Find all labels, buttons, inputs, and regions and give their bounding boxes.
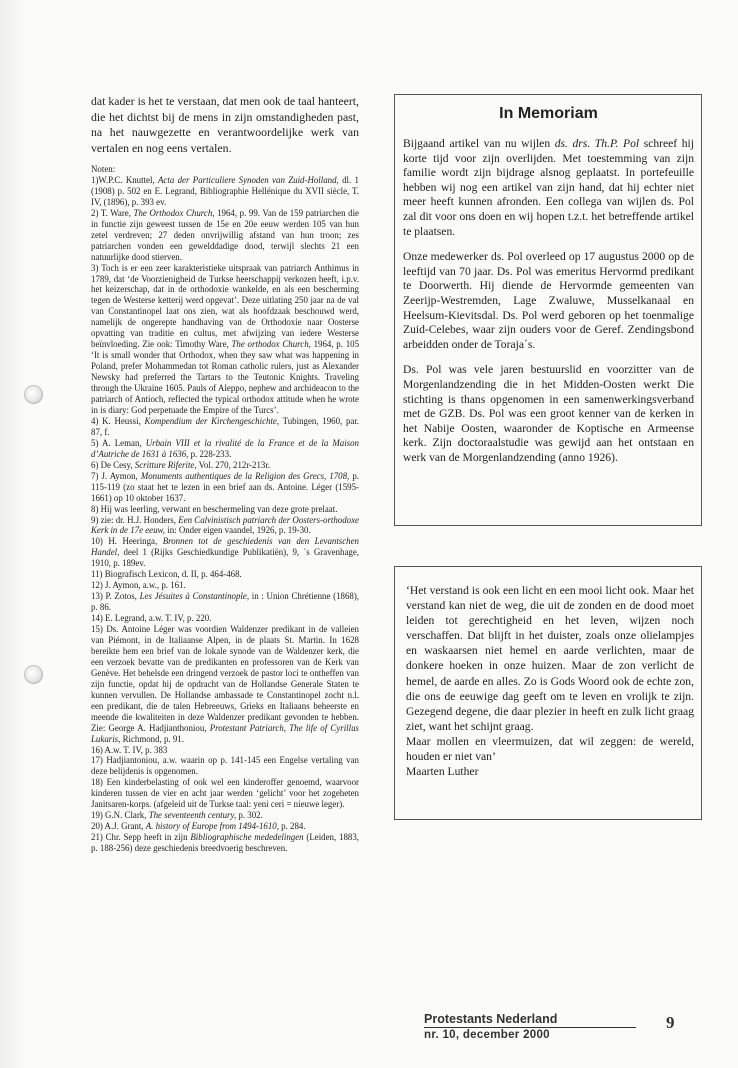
note-work-title: Protestant Patriarch, The life of Cyrillus Lukaris, xyxy=(91,722,359,744)
notes-label: Noten: xyxy=(91,164,116,174)
note-text: 13) P. Zotos, xyxy=(91,591,140,602)
quote-author: Maarten Luther xyxy=(406,765,479,779)
note-work-title: Acta der Particuliere Synoden van Zuid-Holland, xyxy=(158,174,339,185)
note-item xyxy=(91,460,359,471)
page-footer xyxy=(424,1012,714,1052)
note-work-title: A. history of Europe from 1494-1610, xyxy=(145,821,279,832)
memoriam-p1-intro: Bijgaand artikel van nu wijlen xyxy=(403,137,555,150)
note-item xyxy=(91,580,359,591)
note-item xyxy=(91,821,359,832)
note-text: in: Onder eigen vaandel, 1926, p. 19-30. xyxy=(165,525,311,536)
note-text: 19) G.N. Clark, xyxy=(91,810,149,821)
memoriam-p1-body: schreef hij korte tijd voor zijn overlijden. Met toestemming van zijn familie wordt zijn bijdrage alsnog geplaatst. In portefeuille hebben wij nog een artikel van zijn hand, dat hij echter niet meer heeft kunnen afronden. Een collega van wijlen ds. Pol zal dit voor ons doen en wij hopen t.z.t. het betreffende artikel te plaatsen. xyxy=(403,137,694,238)
note-work-title: The Orthodox Church, xyxy=(133,207,215,218)
memoriam-paragraph-1 xyxy=(403,137,694,239)
note-item xyxy=(91,624,359,744)
note-item xyxy=(91,745,359,756)
note-text: p. 302. xyxy=(236,810,263,821)
note-work-title: Urbain VIII et la rivalité de la France et de la Maison d’Autriche de 1631 à 1636, xyxy=(91,437,359,459)
note-text: 16) A.w. T. IV, p. 383 xyxy=(91,744,168,755)
note-text: 20) A.J. Grant, xyxy=(91,821,146,832)
note-work-title: Scritture Riferite, xyxy=(134,459,197,470)
note-item xyxy=(91,471,359,504)
note-work-title: Monuments authentiques de la Religion des Grecs, 1708, xyxy=(140,470,350,481)
page-left-edge xyxy=(0,0,26,1068)
note-text: 14) E. Legrand, a.w. T. IV, p. 220. xyxy=(91,613,212,624)
quote-closing: Maar mollen en vleermuizen, dat wil zeggen: de wereld, houden er niet van’ xyxy=(406,734,694,764)
note-text: 21) Chr. Sepp heeft in zijn xyxy=(91,832,191,843)
note-text: 1)W.P.C. Knuttel, xyxy=(91,174,158,185)
note-item xyxy=(91,175,359,208)
note-text: 15) Ds. Antoine Léger was voordien Waldenzer predikant in de valleien van Piémont, in de Italiaanse Alpen, in de plaats St. Martin. In 1628 bereikte hem een brief van de lokale synode van de Waldenzer kerk, die een verzoek bevatte van de predikanten en professoren van de Kerk van Genève. Het behelsde een dringend verzoek de pastor loci te ontheffen van zijn functie, opdat hij de opdracht van de Hollandse Generale Staten te kunnen vervullen. De Hollandse ambassade te Constantinopel zocht n.l. een predikant, die de talen Hebreeuws, Grieks en Italiaans beheerste en meende die kwaliteiten in deze Waldenzer predikant gevonden te hebben. Zie: George A. Hadjianthoniou, xyxy=(91,624,359,733)
note-work-title: Een Calvinistisch patriarch der Oosters-orthodoxe Kerk in de 17e eeuw, xyxy=(91,514,359,536)
note-text: 4) K. Heussi, xyxy=(91,415,145,426)
note-text: 9) zie: dr. H.J. Honders, xyxy=(91,514,179,525)
note-text: 6) De Cesy, xyxy=(91,459,135,470)
note-text: 2) T. Ware, xyxy=(91,207,134,218)
note-item xyxy=(91,569,359,580)
note-text: (Leiden, 1883, p. 188-256) deze geschiedenis breedvoerig beschreven. xyxy=(91,832,359,854)
punch-hole-bottom xyxy=(24,665,43,684)
note-item xyxy=(91,832,359,854)
note-text: 8) Hij was leerling, verwant en beschermeling van deze grote prelaat. xyxy=(91,503,338,514)
note-text: in : Union Chrétienne (1868), p. 86. xyxy=(91,591,359,613)
note-text: 12) J. Aymon, a.w., p. 161. xyxy=(91,580,186,591)
note-text: p. 228-233. xyxy=(188,448,232,459)
note-text: Vol. 270, 212r-213r. xyxy=(196,459,271,470)
memoriam-author-name: ds. drs. Th.P. Pol xyxy=(554,137,640,150)
note-item xyxy=(91,613,359,624)
note-item xyxy=(91,515,359,537)
punch-hole-top xyxy=(24,385,43,404)
note-item xyxy=(91,263,359,416)
note-text: 10) H. Heeringa, xyxy=(91,536,163,547)
note-item xyxy=(91,777,359,810)
note-text: 1964, p. 105 ‘It is small wonder that Orthodox, when they saw what was happening in Poland, prefer Mohammedan tot Roman catholic rulers, just as Alexander Newsky had preferred the Tartars to the Teutonic Knights. Traveling through the Ukraine 1605. Pauls of Aleppo, nephew and archideacon to the patriarch of Antioch, reflected the typical orthodox attitude when he wrote in is diary: God perpetuade the Empire of the Turcs’. xyxy=(91,339,360,415)
note-work-title: The seventeenth century, xyxy=(148,810,237,821)
note-text: p. 115-119 (zo staat het te lezen in een brief aan ds. Antoine. Léger (1595-1661) op 10 oktober 1637. xyxy=(91,470,360,503)
note-text: 18) Een kinderbelasting of ook wel een kinderoffer genoemd, waarvoor kinderen tussen de vier en acht jaar werden ‘gelicht’ voor het zogeheten Janitsaren-korps. (afgeleid uit de Turkse taal: yeni ceri = nieuwe leger). xyxy=(91,777,359,810)
page-number: 9 xyxy=(666,1013,675,1032)
note-item xyxy=(91,755,359,777)
note-item xyxy=(91,810,359,821)
issue-info: nr. 10, december 2000 xyxy=(424,1029,550,1041)
note-item xyxy=(91,504,359,515)
notes-section xyxy=(91,164,359,854)
note-item xyxy=(91,208,359,263)
note-item xyxy=(91,416,359,438)
note-work-title: Bronnen tot de geschiedenis van den Levantschen Handel, xyxy=(91,536,359,558)
note-work-title: Les Jésuites à Constantinople, xyxy=(139,591,250,602)
intro-paragraph: dat kader is het te verstaan, dat men ook de taal hanteert, die het dichtst bij de mens in zijn omstandigheden past, na het nauwgezette en verantwoordelijke werk van vertalen en nog eens vertalen. xyxy=(91,94,359,155)
note-item xyxy=(91,438,359,460)
note-text: 17) Hadjiantoniou, a.w. waarin op p. 141-145 een Engelse vertaling van deze belijdenis is opgenomen. xyxy=(91,755,359,777)
note-item xyxy=(91,536,359,569)
note-work-title: Kompendium der Kirchengeschichte, xyxy=(144,415,280,426)
note-text: Richmond, p. 91. xyxy=(120,733,184,744)
luther-quote-box xyxy=(394,566,702,820)
note-work-title: Bibliographische mededelingen xyxy=(190,832,304,843)
memoriam-paragraph-2: Onze medewerker ds. Pol overleed op 17 augustus 2000 op de leeftijd van 70 jaar. Ds. Pol was emeritus Hervormd predikant te Doorwerth. Hij diende de Hervormde gemeenten van Zeerijp-Westremden, Lage Zwaluwe, Musselkanaal en Heelsum-Kievitsdal. Ds. Pol werd geboren op het toenmalige Zuid-Celebes, waar zijn ouders voor de Geref. Zendingsbond arbeidden onder de Toraja´s. xyxy=(403,250,694,351)
note-text: 11) Biografisch Lexicon, d. II, p. 464-468. xyxy=(91,569,242,580)
note-text: 1964, p. 99. Van de 159 patriarchen die in functie zijn geweest tussen de 15e en 20e eeuw werden 105 van hun zetel verdreven; 27 deden onvrijwillig afstand van hun troon; zes patriarchen vonden een gewelddadige dood, terwijl slechts 21 een natuurlijke dood stierven. xyxy=(91,207,359,262)
in-memoriam-title: In Memoriam xyxy=(499,105,598,122)
note-text: 3) Toch is er een zeer karakteristieke uitspraak van patriarch Anthimus in 1789, dat ‘de Voorzienigheid de Turkse heerschappij verkozen heeft, i.p.v. het keizerschap, dat in de orthodoxie wankelde, en als een bescherming tegen de Westerse ketterij werd opgevat’. Deze uitlating 250 jaar na de val van Constantinopel laat ons zien, wat als hoofdzaak beschouwd werd, namelijk de ongerepte handhaving van de Orthodoxie naar Oosterse opvatting van traditie en cultus, met afwijzing van iedere Westerse beïnvloeding. Zie ook: Timothy Ware, xyxy=(91,262,359,350)
note-text: 5) A. Leman, xyxy=(91,437,146,448)
note-text: 7) J. Aymon, xyxy=(91,470,141,481)
quote-text: ‘Het verstand is ook een licht en een mooi licht ook. Maar het verstand kan niet de weg, die uit de zonden en de dood moet leiden tot gerechtigheid en het leven, wijzen noch verschaffen. Dat blijft in het duister, zoals onze olielampjes en waskaarsen niet hemel en aarde verlichten, maar de donkere hoeken in onze huizen. Maar de zon verlicht de hemel, de aarde en alles. Zo is Gods Woord ook de echte zon, die ons de eeuwige dag geeft om te leven en vrolijk te zijn. Gezegend degene, die daar plezier in heeft en zulk licht graag ziet, want het schijnt graag. xyxy=(406,584,694,733)
notes-list xyxy=(91,175,359,854)
footer-divider xyxy=(424,1027,636,1028)
note-text: p. 284. xyxy=(278,821,306,832)
note-text: dl. 1 (1908) p. 502 en E. Legrand, Bibliographie Hellénique du XVII siècle, T. IV, (1896), p. 393 ev. xyxy=(91,174,359,207)
note-text: deel 1 (Rijks Geschiedkundige Publikatiën), 9, ´s Gravenhage, 1910, p. 189ev. xyxy=(91,547,359,569)
note-text: Tubingen, 1960, par. 87, f. xyxy=(91,415,359,437)
in-memoriam-box xyxy=(394,94,702,526)
note-work-title: The orthodox Church, xyxy=(231,339,311,350)
note-item xyxy=(91,591,359,613)
publication-title: Protestants Nederland xyxy=(424,1012,558,1026)
memoriam-paragraph-3: Ds. Pol was vele jaren bestuurslid en voorzitter van de Morgenlandzending die in het Midden-Oosten werkt Die stichting is thans opgenomen in een samenwerkingsverband met de GZB. Ds. Pol was een groot kenner van de kerken in het Nabije Oosten, waaronder de Koptische en Armeense kerk. Zijn doctoraalstudie was gewijd aan het ontstaan en werk van de Morgenlandzending (anno 1926). xyxy=(403,363,694,464)
